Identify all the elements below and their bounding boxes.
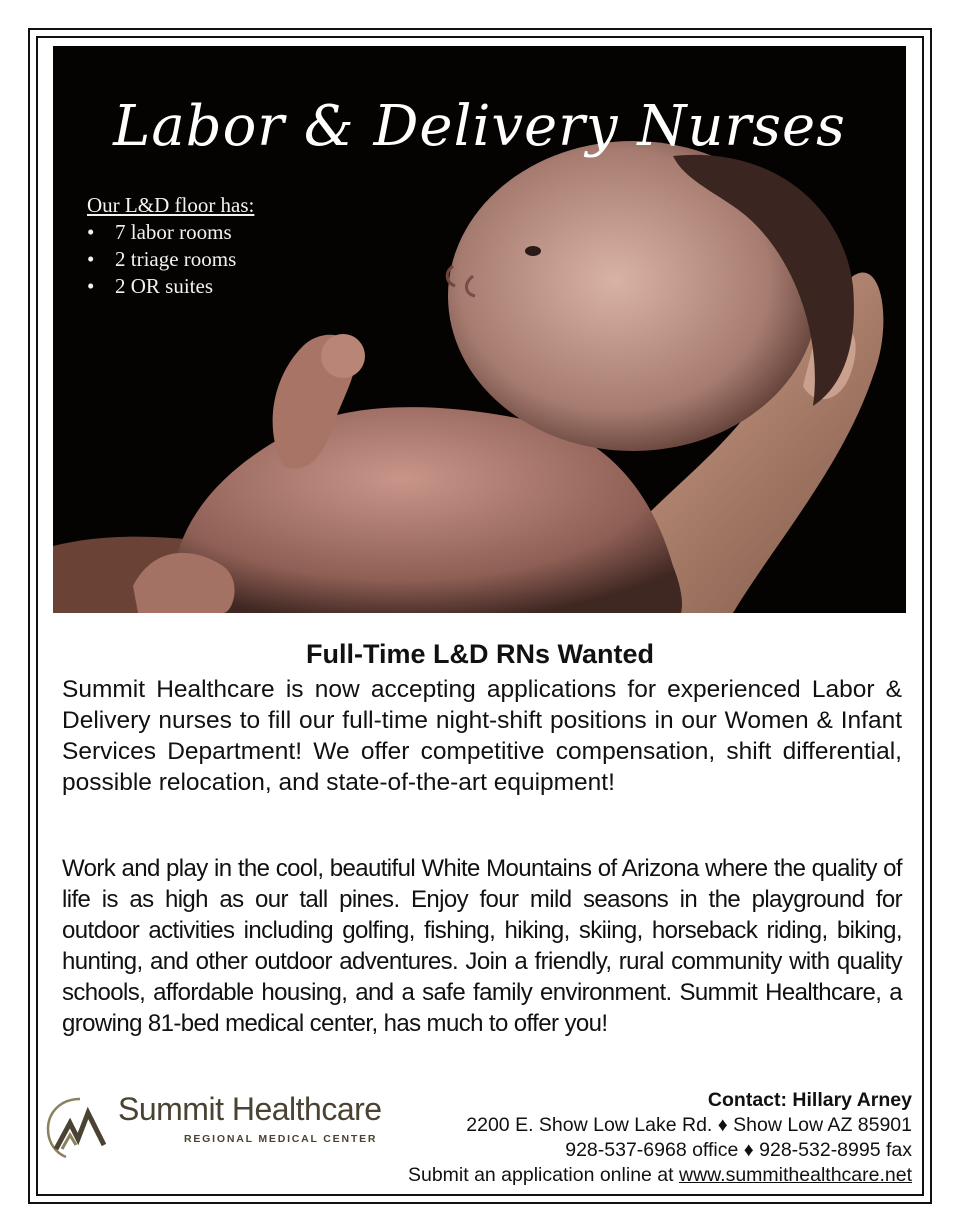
logo-subtitle: REGIONAL MEDICAL CENTER — [184, 1133, 378, 1145]
hero-photo — [53, 46, 906, 613]
list-item: • 7 labor rooms — [87, 220, 232, 244]
list-item: • 2 OR suites — [87, 274, 214, 298]
contact-name: Contact: Hillary Arney — [707, 1089, 912, 1111]
hero-title: Labor & Delivery Nurses — [113, 94, 846, 159]
bullet-icon: • — [87, 220, 95, 244]
floor-features-heading: Our L&D floor has: — [87, 193, 255, 217]
community-paragraph: Work and play in the cool, beautiful White Mountains of Arizona where the quality of life is as high as our tall pines. Enjoy four mild seasons in the playground for outdoor activities including golfing, fishing, hiking, skiing, horseback riding, biking, hunting, and other outdoor adventures. Join a friendly, rural community with quality schools, affordable housing, and a safe family environment. Summit Healthcare, a growing 81-bed medical center, has much to offer you! — [62, 855, 902, 1037]
bullet-icon: • — [87, 274, 95, 298]
summit-healthcare-logo — [44, 1091, 424, 1161]
apply-line — [408, 1163, 912, 1188]
contact-phones: 928-537-6968 office ♦ 928-532-8995 fax — [565, 1139, 912, 1161]
floor-features — [87, 192, 254, 300]
contact-block — [408, 1088, 912, 1188]
list-item: • 2 triage rooms — [87, 247, 237, 271]
mountain-logo-icon — [44, 1095, 116, 1161]
website-link[interactable]: www.summithealthcare.net — [678, 1164, 912, 1186]
floor-features-list — [87, 219, 254, 300]
job-heading: Full-Time L&D RNs Wanted — [305, 639, 654, 669]
apply-prefix: Submit an application online at — [407, 1164, 679, 1186]
logo-name: Summit Healthcare — [118, 1091, 382, 1127]
contact-address: 2200 E. Show Low Lake Rd. ♦ Show Low AZ 85901 — [466, 1114, 912, 1136]
job-description-paragraph: Summit Healthcare is now accepting applications for experienced Labor & Delivery nurses to fill our full-time night-shift positions in our Women & Infant Services Department! We offer competitive compensation, shift differential, possible relocation, and state-of-the-art equipment! — [62, 676, 902, 796]
bullet-icon: • — [87, 247, 95, 271]
